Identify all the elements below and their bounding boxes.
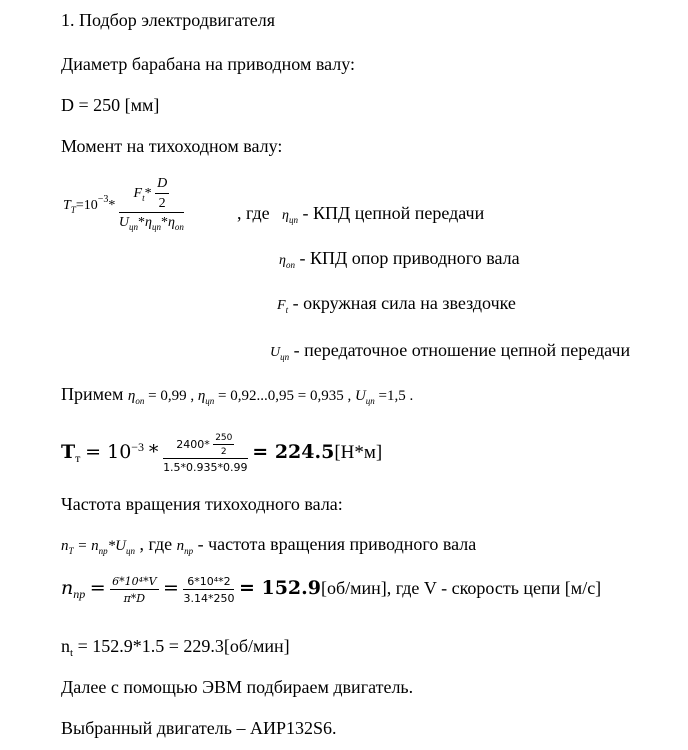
drum-diameter-value: D = 250 [мм] — [61, 95, 160, 115]
assume-line: Примем $\eta_{оп} = 0,99$ , $\eta_{цп} = 0,92...0,95 = 0,935$ , $U_{цп} =1,5$ . — [61, 384, 414, 406]
section-heading: 1. Подбор электродвигателя — [61, 10, 276, 30]
definition-ft: $F_t$ - окружная сила на звездочке — [277, 293, 516, 315]
torque-calc-fraction: 2400* $\frac{250}{2}$ 1.5*0.935*0.99 — [163, 433, 248, 474]
speed-formula: $n_T = n_{пр}*U_{цп}$ , где $n_{пр}$ - частота вращения приводного вала — [61, 534, 477, 556]
next-step-text: Далее с помощью ЭВМ подбираем двигатель. — [61, 677, 414, 697]
definition-eta-cp: $\eta_{цп}$ - КПД цепной передачи — [282, 203, 485, 225]
torque-label: Момент на тихоходном валу: — [61, 136, 283, 156]
drum-diameter-label: Диаметр барабана на приводном валу: — [61, 54, 356, 74]
definition-u-cp: $U_{цп}$ - передаточное отношение цепной передачи — [270, 340, 631, 362]
chosen-motor-text: Выбранный двигатель – АИР132S6. — [61, 718, 337, 738]
npr-formula: $n_{пр}$ = $\frac{\text{6*10⁴*V}}{\pi*D}$ = $\frac{\text{6*10⁴*2}}{3.14*250}$ = 152.9[об/мин], где V - скорость цепи [м/с] — [61, 575, 602, 605]
torque-formula: $T_T=10^{-3}*$ $F_t*$ $\frac{D}{2}$ $U_{цп}*\eta_{цп}*\eta_{оп}$ — [63, 176, 184, 232]
definition-eta-op: $\eta_{оп}$ - КПД опор приводного вала — [279, 248, 520, 270]
torque-calc: $T_т = 10^{-3}$ * 2400* $\frac{250}{2}$ 1.5*0.935*0.99 = 224.5[Н*м] — [61, 433, 383, 474]
npr-fraction-2: $\frac{\text{6*10⁴*2}}{3.14*250}$ — [183, 575, 235, 605]
speed-label: Частота вращения тихоходного вала: — [61, 494, 343, 514]
nt-line: $n_t = 152.9*1.5 = 229.3[об/мин]$ — [61, 636, 290, 659]
npr-fraction-1: $\frac{\text{6*10⁴*V}}{\pi*D}$ — [112, 575, 157, 605]
where-label: , где — [237, 203, 270, 223]
torque-fraction: $F_t*$ $\frac{D}{2}$ $U_{цп}*\eta_{цп}*\eta_{оп}$ — [118, 176, 184, 232]
